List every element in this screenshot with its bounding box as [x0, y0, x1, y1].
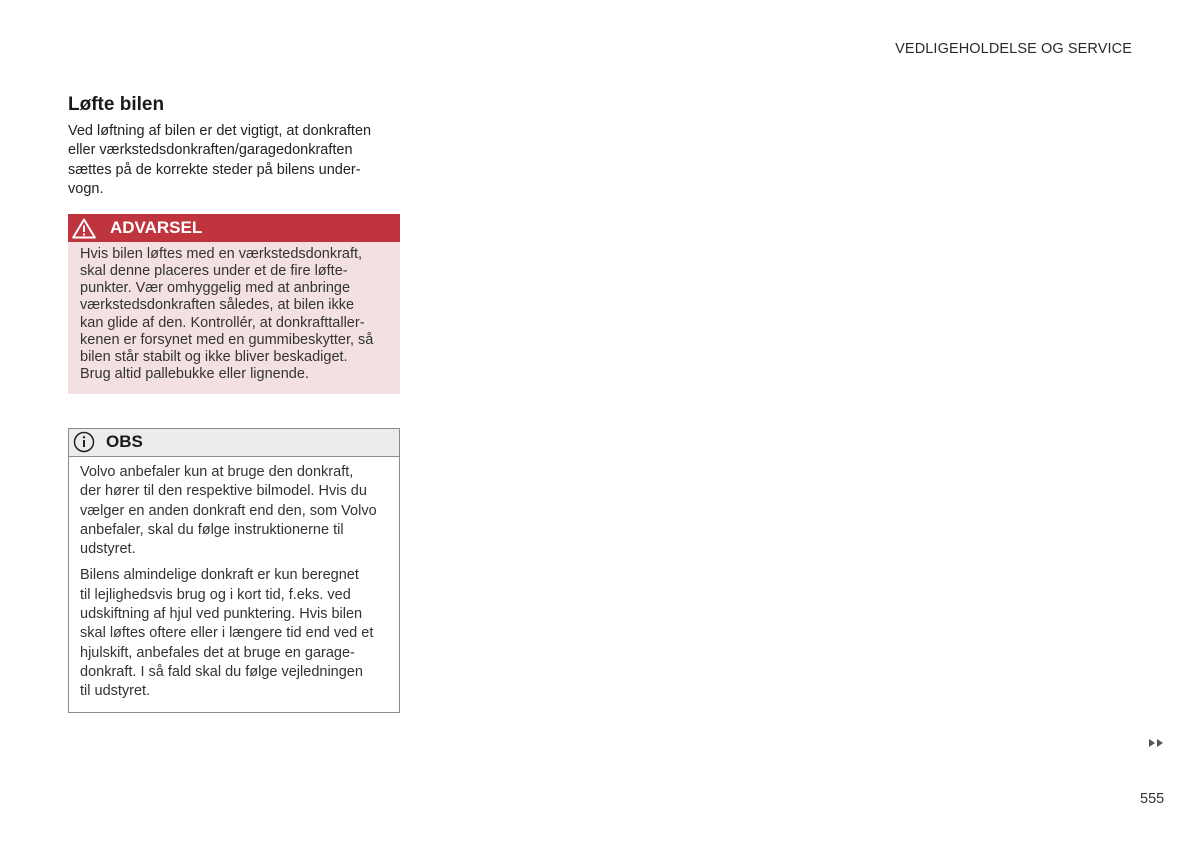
note-paragraph: [80, 566, 391, 701]
info-icon: [73, 431, 95, 453]
note-line: hjulskift, anbefales det at bruge en garage-: [80, 644, 355, 661]
note-line: til lejlighedsvis brug og i kort tid, f.eks. ved: [80, 586, 351, 603]
note-line: donkraft. I så fald skal du følge vejledningen: [80, 663, 363, 680]
note-box: [68, 428, 400, 713]
note-header: [69, 429, 399, 457]
intro-line: sættes på de korrekte steder på bilens under-: [68, 161, 361, 178]
note-line: udstyret.: [80, 541, 136, 558]
warning-line: skal denne placeres under et de fire løfte-: [80, 263, 348, 280]
warning-line: bilen står stabilt og ikke bliver beskadiget.: [80, 348, 348, 365]
warning-line: Hvis bilen løftes med en værkstedsdonkraft,: [80, 246, 363, 263]
warning-line: punkter. Vær omhyggelig med at anbringe: [80, 280, 351, 297]
intro-line: Ved løftning af bilen er det vigtigt, at donkraften: [68, 123, 372, 139]
warning-line: kenen er forsynet med en gummibeskytter, så: [80, 331, 374, 348]
note-line: anbefaler, skal du følge instruktionerne til: [80, 521, 344, 538]
page-number: 555: [1140, 791, 1165, 807]
note-line: skal løftes oftere eller i længere tid end ved et: [80, 625, 374, 642]
running-header: VEDLIGEHOLDELSE OG SERVICE: [895, 41, 1132, 57]
note-line: vælger en anden donkraft end den, som Volvo: [80, 502, 377, 519]
warning-title: ADVARSEL: [110, 218, 203, 238]
warning-text: [68, 242, 400, 394]
warning-header: [68, 214, 400, 242]
section-title: Løfte bilen: [68, 94, 165, 115]
intro-line: eller værkstedsdonkraften/garagedonkraften: [68, 142, 353, 159]
intro-line: vogn.: [68, 180, 104, 197]
warning-line: kan glide af den. Kontrollér, at donkrafttaller-: [80, 314, 365, 331]
warning-triangle-icon: [72, 218, 96, 239]
intro-text: [68, 122, 400, 199]
note-line: der hører til den respektive bilmodel. Hvis du: [80, 483, 367, 500]
note-line: Volvo anbefaler kun at bruge den donkraft,: [80, 463, 354, 480]
note-paragraph: [80, 463, 391, 559]
note-title: OBS: [106, 432, 143, 452]
note-line: Bilens almindelige donkraft er kun beregnet: [80, 567, 359, 584]
double-arrow-right-icon: [1148, 738, 1166, 748]
note-line: udskiftning af hjul ved punktering. Hvis bilen: [80, 606, 363, 623]
warning-line: Brug altid pallebukke eller lignende.: [80, 365, 309, 382]
note-line: til udstyret.: [80, 683, 151, 700]
warning-box: [68, 214, 400, 394]
note-text: [69, 457, 399, 712]
content-column: [68, 94, 400, 713]
warning-line: værkstedsdonkraften således, at bilen ikke: [80, 297, 355, 314]
